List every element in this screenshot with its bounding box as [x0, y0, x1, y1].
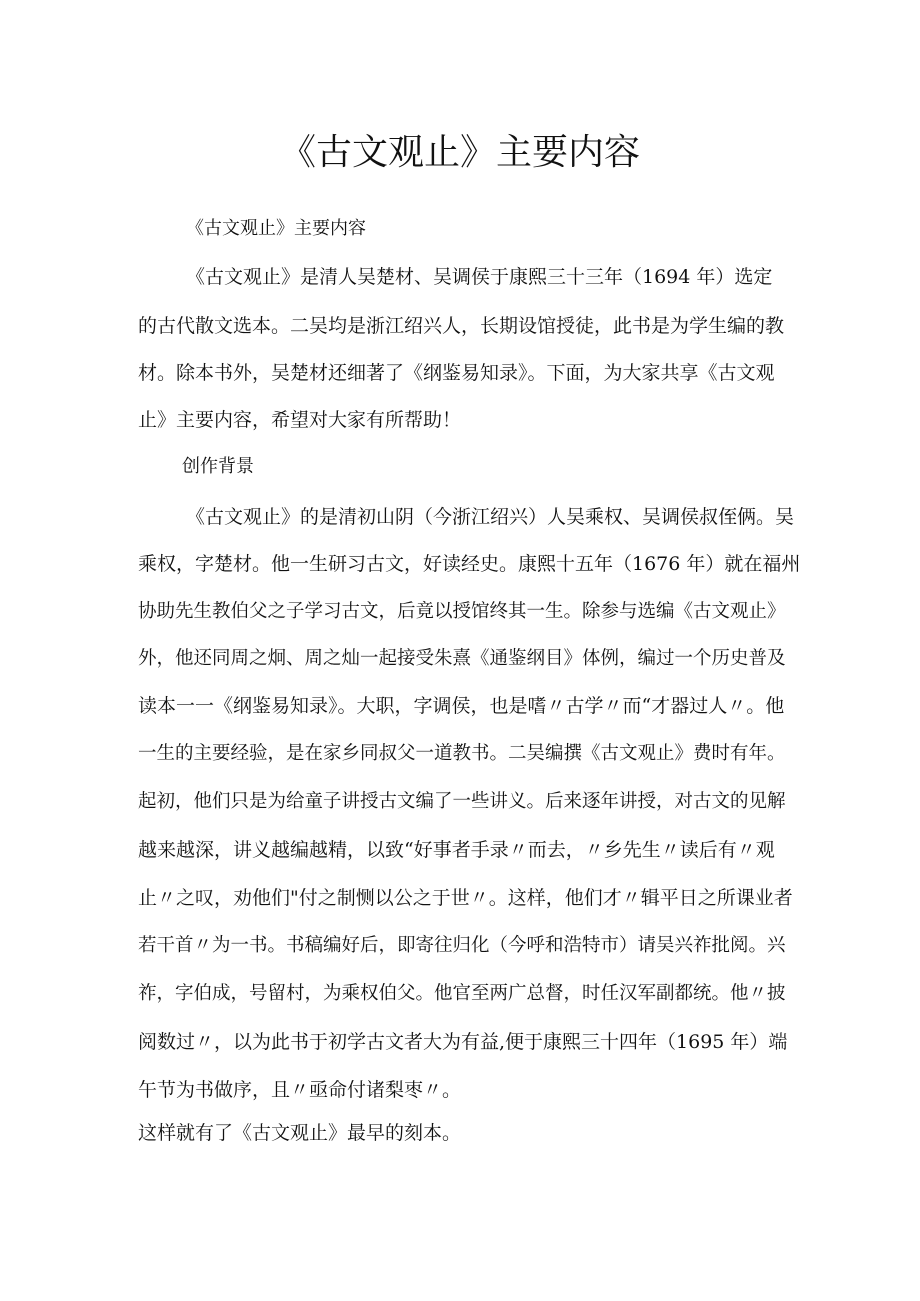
body-line: 祚，字伯成，号留村，为乘权伯父。他官至两广总督，时任汉军副都统。他〃披: [138, 983, 786, 1004]
page-title: 《古文观止》主要内容: [279, 132, 640, 173]
intro-line: 《古文观止》是清人吴楚材、吴调侯于康熙三十三年（1694 年）选定: [186, 266, 773, 288]
body-line: 午节为书做序，且〃亟命付诸梨枣〃。: [138, 1079, 462, 1101]
body-line: 读本一一《纲鉴易知录》。大职，字调侯，也是嗜〃古学〃而“才器过人〃。他: [138, 695, 785, 717]
intro-line: 止》主要内容，希望对大家有所帮助！: [138, 409, 462, 431]
body-line: 乘权，字楚材。他一生研习古文，好读经史。康熙十五年（1676 年）就在福州: [138, 553, 801, 575]
body-line: 起初，他们只是为给童子讲授古文编了一些讲义。后来逐年讲授，对古文的见解: [138, 791, 786, 812]
body-line: 越来越深，讲义越编越精，以致“好事者手录〃而去，〃乡先生〃读后有〃观: [138, 839, 775, 861]
subheading: 《古文观止》主要内容: [186, 218, 366, 239]
body-line: 《古文观止》的是清初山阴（今浙江绍兴）人吴乘权、吴调侯叔侄俩。吴: [186, 506, 795, 528]
body-line: 一生的主要经验，是在家乡同叔父一道教书。二吴编撰《古文观止》费时有年。: [138, 743, 786, 764]
body-line: 若干首〃为一书。书稿编好后，即寄往归化（今呼和浩特市）请吴兴祚批阅。兴: [138, 935, 786, 956]
body-line: 这样就有了《古文观止》最早的刻本。: [138, 1122, 462, 1144]
body-line: 协助先生教伯父之子学习古文，后竟以授馆终其一生。除参与选编《古文观止》: [138, 601, 786, 622]
body-line: 外，他还同周之炯、周之灿一起接受朱熹《通鉴纲目》体例，编过一个历史普及: [138, 648, 786, 669]
section-heading: 创作背景: [182, 456, 254, 477]
intro-line: 的古代散文选本。二吴均是浙江绍兴人，长期设馆授徒，此书是为学生编的教: [138, 315, 785, 337]
intro-line: 材。除本书外，吴楚材还细著了《纲鉴易知录》。下面，为大家共享《古文观: [138, 362, 775, 384]
body-line: 阅数过〃，以为此书于初学古文者大为有益,便于康熙三十四年（1695 年）端: [138, 1031, 788, 1053]
body-line: 止〃之叹，劝他们"付之制恻以公之于世〃。这样，他们才〃辑平日之所课业者: [138, 887, 793, 909]
